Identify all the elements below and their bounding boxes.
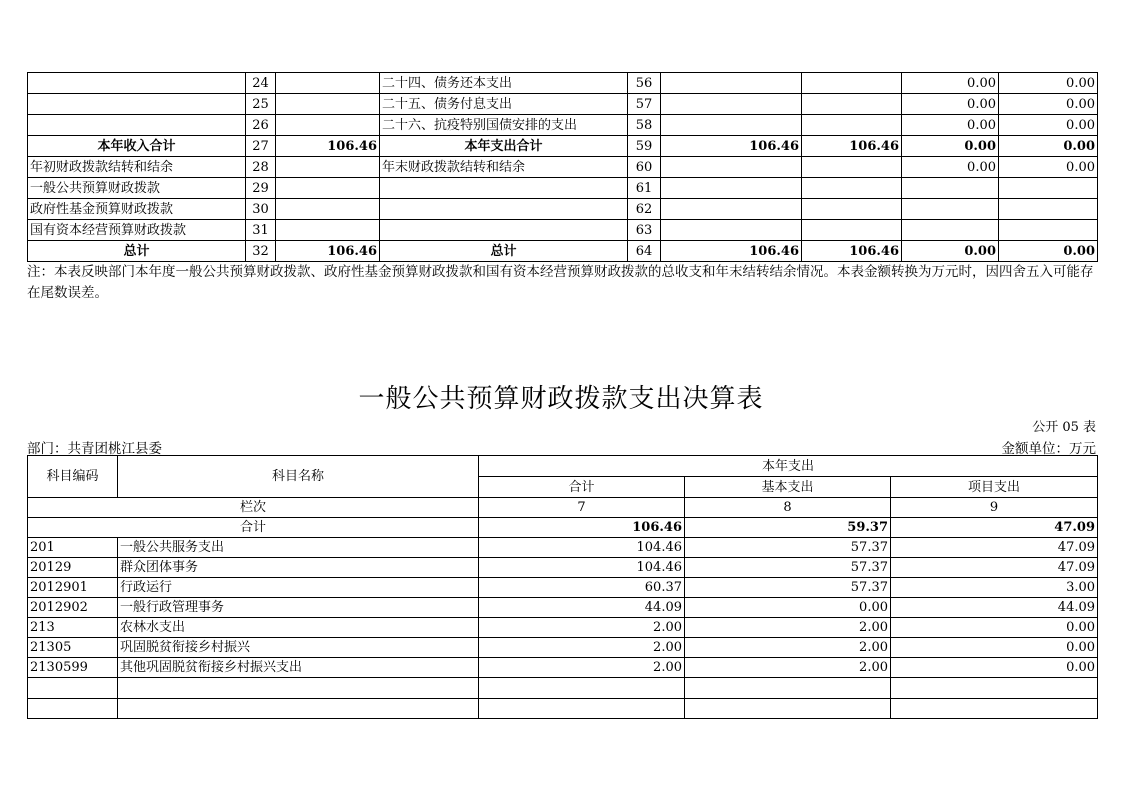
form-code: 公开 05 表 (1032, 420, 1096, 435)
row-number: 24 (246, 73, 276, 94)
project-header: 项目支出 (891, 477, 1098, 498)
column-number: 7 (479, 498, 685, 518)
column-number: 8 (685, 498, 891, 518)
subject-code: 2012901 (28, 578, 118, 598)
row-number: 30 (246, 199, 276, 220)
project-value: 47.09 (891, 538, 1098, 558)
basic-value: 57.37 (685, 578, 891, 598)
expense-general-budget (802, 73, 902, 94)
row-number: 26 (246, 115, 276, 136)
expense-total (661, 220, 802, 241)
sum-basic: 59.37 (685, 518, 891, 538)
total-value: 2.00 (479, 618, 685, 638)
expense-general-budget (802, 94, 902, 115)
project-value: 3.00 (891, 578, 1098, 598)
subject-name: 行政运行 (118, 578, 479, 598)
expense-total (661, 199, 802, 220)
expense-gov-fund: 0.00 (902, 94, 999, 115)
expense-general-budget (802, 115, 902, 136)
income-amount: 106.46 (276, 136, 380, 157)
project-value: 47.09 (891, 558, 1098, 578)
expense-item: 二十五、债务付息支出 (380, 94, 628, 115)
total-value: 2.00 (479, 658, 685, 678)
subject-code: 213 (28, 618, 118, 638)
income-amount: 106.46 (276, 241, 380, 262)
expense-gov-fund (902, 199, 999, 220)
expense-general-budget: 106.46 (802, 241, 902, 262)
expense-gov-fund (902, 178, 999, 199)
income-item (28, 115, 246, 136)
subject-name: 群众团体事务 (118, 558, 479, 578)
project-value: 44.09 (891, 598, 1098, 618)
empty-row (28, 698, 1098, 719)
income-total-label: 本年收入合计 (28, 136, 246, 157)
basic-value: 57.37 (685, 558, 891, 578)
summary-row (28, 220, 1098, 241)
expense-item (380, 178, 628, 199)
column-number-label: 栏次 (28, 498, 479, 518)
income-amount (276, 178, 380, 199)
row-number: 64 (628, 241, 661, 262)
basic-value: 2.00 (685, 618, 891, 638)
expense-item: 二十四、债务还本支出 (380, 73, 628, 94)
total-value: 2.00 (479, 638, 685, 658)
empty-row (28, 678, 1098, 699)
subject-name: 一般公共服务支出 (118, 538, 479, 558)
expense-general-budget (802, 178, 902, 199)
income-grand-total-label: 总计 (28, 241, 246, 262)
summary-row (28, 115, 1098, 136)
expense-general-budget (802, 157, 902, 178)
income-amount (276, 199, 380, 220)
expense-total (661, 94, 802, 115)
income-item (28, 94, 246, 115)
table-row (28, 578, 1098, 598)
income-amount (276, 94, 380, 115)
row-number: 59 (628, 136, 661, 157)
total-value: 104.46 (479, 558, 685, 578)
expense-gov-fund: 0.00 (902, 136, 999, 157)
table-row (28, 658, 1098, 678)
income-item: 年初财政拨款结转和结余 (28, 157, 246, 178)
row-number: 31 (246, 220, 276, 241)
expense-item: 二十六、抗疫特别国债安排的支出 (380, 115, 628, 136)
expense-gov-fund: 0.00 (902, 157, 999, 178)
expense-gov-fund: 0.00 (902, 241, 999, 262)
table-note: 注：本表反映部门本年度一般公共预算财政拨款、政府性基金预算财政拨款和国有资本经营预算财政拨款的总收支和年末结转结余情况。本表金额转换为万元时，因四舍五入可能存在尾数误差。 (27, 264, 1094, 301)
row-number: 61 (628, 178, 661, 199)
sum-row (28, 518, 1098, 538)
expense-gov-fund (902, 220, 999, 241)
expense-state-capital: 0.00 (999, 157, 1098, 178)
grand-total-row (28, 241, 1098, 262)
table-row (28, 558, 1098, 578)
project-value: 0.00 (891, 638, 1098, 658)
basic-value: 0.00 (685, 598, 891, 618)
expense-state-capital: 0.00 (999, 136, 1098, 157)
expense-gov-fund: 0.00 (902, 115, 999, 136)
row-number: 63 (628, 220, 661, 241)
row-number: 57 (628, 94, 661, 115)
row-number: 25 (246, 94, 276, 115)
income-item: 政府性基金预算财政拨款 (28, 199, 246, 220)
department-label: 部门：共青团桃江县委 (27, 441, 162, 457)
income-amount (276, 115, 380, 136)
total-header: 合计 (479, 477, 685, 498)
income-amount (276, 220, 380, 241)
expense-general-budget: 106.46 (802, 136, 902, 157)
basic-value: 2.00 (685, 638, 891, 658)
summary-row (28, 199, 1098, 220)
project-value: 0.00 (891, 658, 1098, 678)
expense-gov-fund: 0.00 (902, 73, 999, 94)
sum-project: 47.09 (891, 518, 1098, 538)
current-year-header: 本年支出 (479, 456, 1098, 477)
expense-state-capital: 0.00 (999, 115, 1098, 136)
subject-code: 201 (28, 538, 118, 558)
expense-total: 106.46 (661, 136, 802, 157)
header-row (28, 456, 1098, 477)
income-expense-summary-table (27, 72, 1098, 262)
page-title: 一般公共预算财政拨款支出决算表 (358, 384, 764, 414)
expense-total (661, 73, 802, 94)
row-number: 58 (628, 115, 661, 136)
income-amount (276, 157, 380, 178)
row-number: 29 (246, 178, 276, 199)
annual-total-row (28, 136, 1098, 157)
expense-item (380, 220, 628, 241)
expense-total-label: 本年支出合计 (380, 136, 628, 157)
total-value: 44.09 (479, 598, 685, 618)
subject-name: 一般行政管理事务 (118, 598, 479, 618)
subject-code: 2012902 (28, 598, 118, 618)
summary-row (28, 157, 1098, 178)
expense-state-capital: 0.00 (999, 73, 1098, 94)
amount-unit-label: 金额单位：万元 (1001, 441, 1096, 457)
expense-general-budget (802, 199, 902, 220)
subject-name: 农林水支出 (118, 618, 479, 638)
expense-general-budget (802, 220, 902, 241)
expense-total: 106.46 (661, 241, 802, 262)
subject-code: 20129 (28, 558, 118, 578)
expense-state-capital: 0.00 (999, 241, 1098, 262)
expense-total (661, 178, 802, 199)
expense-item (380, 199, 628, 220)
sum-total: 106.46 (479, 518, 685, 538)
subject-code-header: 科目编码 (28, 456, 118, 498)
basic-header: 基本支出 (685, 477, 891, 498)
expenditure-table (27, 455, 1098, 719)
income-item: 国有资本经营预算财政拨款 (28, 220, 246, 241)
expense-total (661, 157, 802, 178)
row-number: 60 (628, 157, 661, 178)
expense-total (661, 115, 802, 136)
income-item (28, 73, 246, 94)
total-value: 104.46 (479, 538, 685, 558)
expense-item: 年末财政拨款结转和结余 (380, 157, 628, 178)
expense-state-capital (999, 220, 1098, 241)
subject-name: 其他巩固脱贫衔接乡村振兴支出 (118, 658, 479, 678)
expense-state-capital (999, 199, 1098, 220)
summary-row (28, 73, 1098, 94)
row-number: 56 (628, 73, 661, 94)
basic-value: 57.37 (685, 538, 891, 558)
income-amount (276, 73, 380, 94)
column-number: 9 (891, 498, 1098, 518)
project-value: 0.00 (891, 618, 1098, 638)
expense-grand-total-label: 总计 (380, 241, 628, 262)
row-number: 28 (246, 157, 276, 178)
subject-code: 2130599 (28, 658, 118, 678)
row-number: 32 (246, 241, 276, 262)
table-row (28, 538, 1098, 558)
expense-state-capital (999, 178, 1098, 199)
summary-row (28, 178, 1098, 199)
column-number-row (28, 498, 1098, 518)
subject-name: 巩固脱贫衔接乡村振兴 (118, 638, 479, 658)
total-value: 60.37 (479, 578, 685, 598)
row-number: 62 (628, 199, 661, 220)
subject-name-header: 科目名称 (118, 456, 479, 498)
row-number: 27 (246, 136, 276, 157)
table-row (28, 598, 1098, 618)
expense-state-capital: 0.00 (999, 94, 1098, 115)
subject-code: 21305 (28, 638, 118, 658)
sum-label: 合计 (28, 518, 479, 538)
table-row (28, 618, 1098, 638)
table-row (28, 638, 1098, 658)
basic-value: 2.00 (685, 658, 891, 678)
income-item: 一般公共预算财政拨款 (28, 178, 246, 199)
summary-row (28, 94, 1098, 115)
